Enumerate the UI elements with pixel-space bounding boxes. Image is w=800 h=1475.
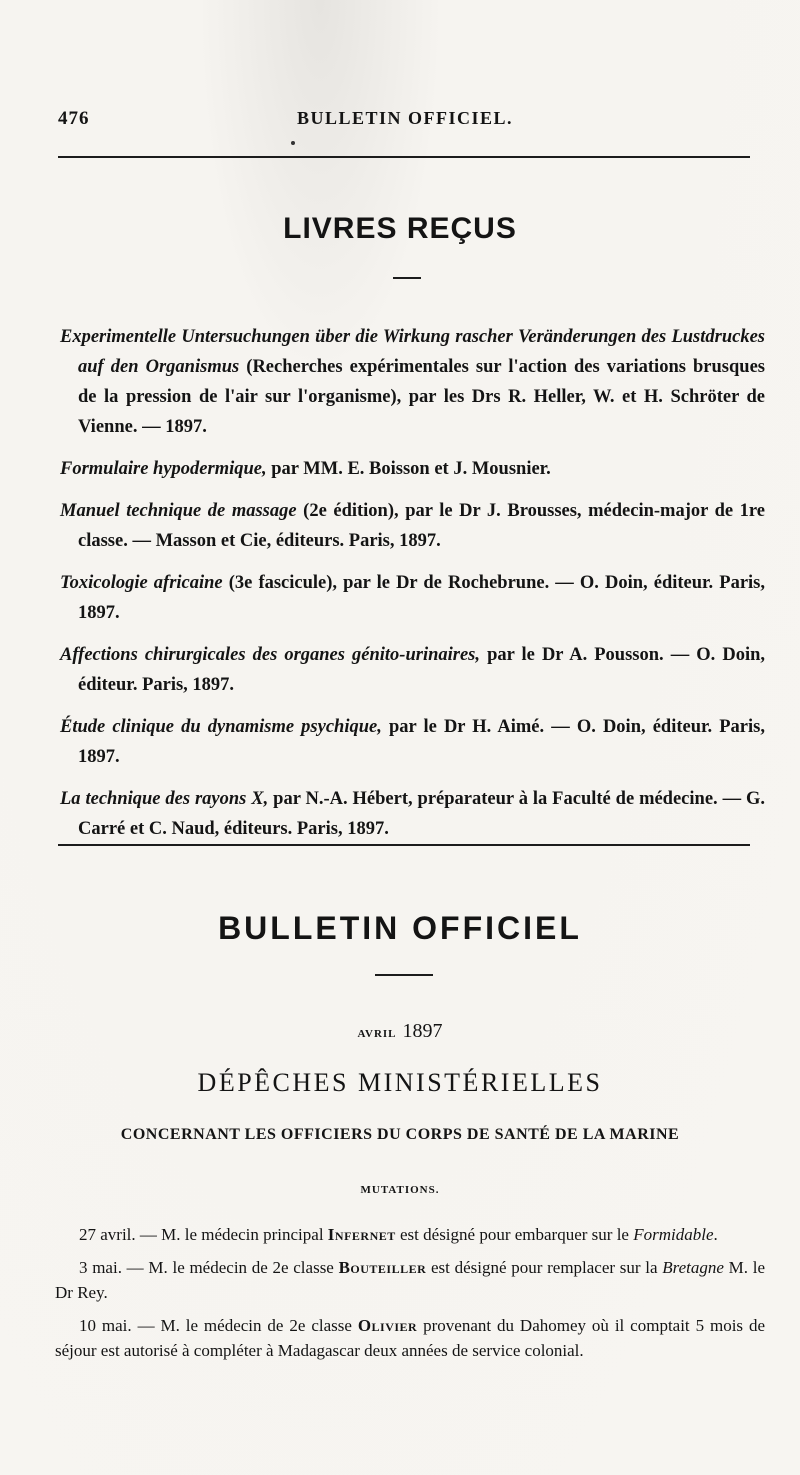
ship-name: Bretagne — [662, 1258, 724, 1277]
ship-name: Formidable — [633, 1225, 714, 1244]
book-details: par MM. E. Boisson et J. Mousnier. — [266, 459, 551, 479]
books-title-rule — [393, 277, 421, 279]
concernant-subheading: CONCERNANT LES OFFICIERS DU CORPS DE SANTÉ DE LA MARINE — [120, 1126, 680, 1143]
section-divider-rule — [58, 844, 750, 846]
book-details: par le Dr A. Pousson. — O. Doin, éditeur. Paris, 1897. — [78, 645, 765, 695]
book-entry — [60, 568, 765, 628]
running-title: BULLETIN OFFICIEL. — [296, 108, 514, 128]
book-entry — [60, 454, 765, 484]
mutation-text: . — [713, 1225, 718, 1244]
book-details: (3e fascicule), par le Dr de Rochebrune. — O. Doin, éditeur. Paris, 1897. — [78, 573, 765, 623]
book-details: par le Dr H. Aimé. — O. Doin, éditeur. Paris, 1897. — [78, 717, 765, 767]
book-details: (Recherches expérimentales sur l'action des variations brusques de la pression de l'air sur l'organisme), par les Drs R. Heller, W. et H. Schröter de Vienne. — 1897. — [78, 357, 765, 437]
book-entry — [60, 640, 765, 700]
running-header — [58, 108, 752, 138]
mutations-label: MUTATIONS. — [360, 1184, 440, 1196]
bulletin-title-rule — [375, 974, 433, 976]
month-line — [0, 1020, 800, 1043]
depeches-heading: DÉPÊCHES MINISTÉRIELLES — [197, 1068, 603, 1097]
mutation-text: provenant du Dahomey où il comptait 5 mois de séjour est autorisé à compléter à Madagascar deux années de service colonial. — [55, 1316, 765, 1360]
officer-name: Olivier — [357, 1316, 418, 1335]
mutation-text: — M. le médecin principal — [135, 1225, 328, 1244]
book-entry — [60, 712, 765, 772]
page-number: 476 — [58, 108, 90, 129]
bulletin-title: BULLETIN OFFICIEL — [218, 910, 582, 946]
ink-dot — [291, 141, 295, 145]
mutation-text: M. le Dr Rey. — [55, 1258, 765, 1302]
book-entry — [60, 322, 765, 442]
mutation-entry — [55, 1313, 765, 1363]
mutation-entry — [55, 1222, 765, 1247]
mutation-text: est désigné pour remplacer sur la — [426, 1258, 663, 1277]
year-label: 1897 — [402, 1020, 443, 1042]
book-entry — [60, 784, 765, 844]
mutations-list — [55, 1222, 765, 1371]
book-entry — [60, 496, 765, 556]
book-details: (2e édition), par le Dr J. Brousses, médecin-major de 1re classe. — Masson et Cie, éditeurs. Paris, 1897. — [78, 501, 765, 551]
mutation-date: 10 mai. — [79, 1316, 132, 1335]
books-section-title: LIVRES REÇUS — [283, 212, 517, 245]
mutation-date: 3 mai. — [79, 1258, 122, 1277]
mutation-date: 27 avril. — [79, 1225, 136, 1244]
officer-name: Infernet — [327, 1225, 396, 1244]
book-details: par N.-A. Hébert, préparateur à la Faculté de médecine. — G. Carré et C. Naud, éditeurs. Paris, 1897. — [78, 789, 765, 839]
book-title: Manuel technique de massage — [60, 501, 297, 521]
book-title: Affections chirurgicales des organes génito-urinaires, — [60, 645, 481, 665]
mutation-text: — M. le médecin de 2e classe — [121, 1258, 339, 1277]
book-title: Formulaire hypodermique, — [60, 459, 267, 479]
mutation-text: est désigné pour embarquer sur le — [395, 1225, 634, 1244]
book-title: La technique des rayons X, — [60, 789, 269, 809]
officer-name: Bouteiller — [338, 1258, 427, 1277]
mutation-text: — M. le médecin de 2e classe — [131, 1316, 358, 1335]
books-list — [60, 322, 765, 856]
month-label: AVRIL — [357, 1028, 397, 1040]
mutation-entry — [55, 1255, 765, 1305]
book-title: Étude clinique du dynamisme psychique, — [60, 717, 382, 737]
book-title: Experimentelle Untersuchungen über die Wirkung rascher Veränderungen des Lustdruckes auf den Organismus — [60, 327, 765, 377]
book-title: Toxicologie africaine — [60, 573, 223, 593]
header-rule — [58, 156, 750, 158]
